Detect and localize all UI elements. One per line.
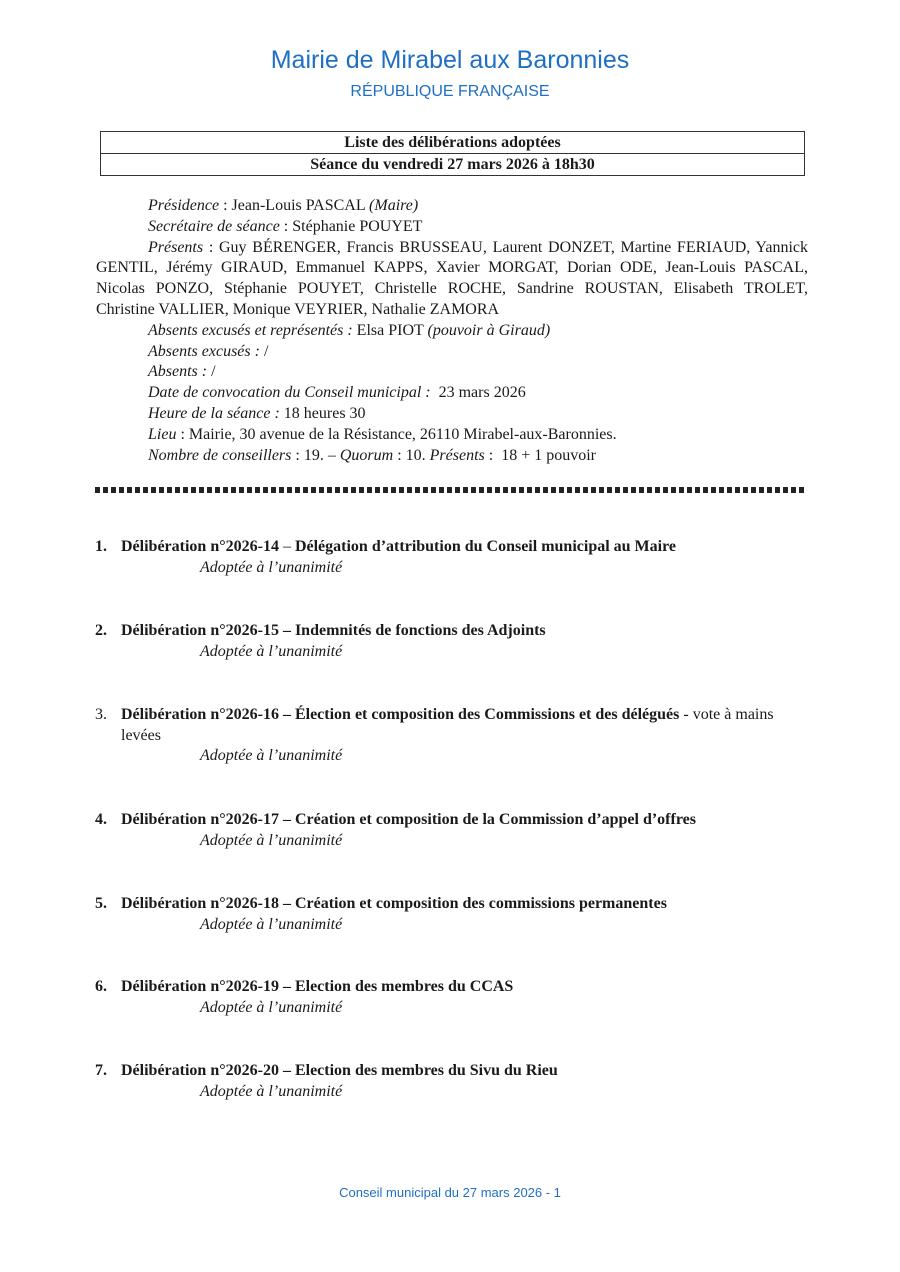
page-subtitle: RÉPUBLIQUE FRANÇAISE [350,83,550,100]
deliberation-status: Adoptée à l’unanimité [200,831,343,849]
deliberation-item: 2. Délibération n°2026-15 – Indemnités de fonctions des Adjoints Adoptée à l’unanimité [95,621,815,662]
deliberation-item: 7. Délibération n°2026-20 – Election des membres du Sivu du Rieu Adoptée à l’unanimité [95,1061,815,1102]
page-footer: Conseil municipal du 27 mars 2026 - 1 [339,1185,561,1200]
heure-line: Heure de la séance : 18 heures 30 [148,404,366,422]
nombre-line: Nombre de conseillers : 19. – Quorum : 10. Présents : 18 + 1 pouvoir [148,446,596,464]
list-title: Liste des délibérations adoptées [344,134,561,151]
secretaire-line: Secrétaire de séance : Stéphanie POUYET [148,217,423,235]
deliberation-status: Adoptée à l’unanimité [200,558,343,576]
dotted-separator [95,487,807,493]
presents-line: Présents : Guy BÉRENGER, Francis BRUSSEAU, Laurent DONZET, Martine FERIAUD, Yannick GENTIL, Jérémy GIRAUD, Emmanuel KAPPS, Xavier MORGAT, Dorian ODE, Jean-Louis PASCAL, Nicolas PONZO, Stéphanie POUYET, Christelle ROCHE, Sandrine ROUSTAN, Elisabeth TROLET, Christine VALLIER, Monique VEYRIER, Nathalie ZAMORA [96,238,808,318]
absents-representes-line: Absents excusés et représentés : Elsa PIOT (pouvoir à Giraud) [148,321,551,339]
deliberation-status: Adoptée à l’unanimité [200,998,343,1016]
absents-excuses-line: Absents excusés : / [148,342,269,360]
session-details [96,196,808,466]
deliberation-item: 6. Délibération n°2026-19 – Election des membres du CCAS Adoptée à l’unanimité [95,977,815,1018]
deliberation-status: Adoptée à l’unanimité [200,747,343,764]
convocation-line: Date de convocation du Conseil municipal : 23 mars 2026 [148,384,526,402]
deliberation-status: Adoptée à l’unanimité [200,1082,343,1100]
session-title: Séance du vendredi 27 mars 2026 à 18h30 [101,153,804,175]
deliberation-item: 3. Délibération n°2026-16 – Élection et composition des Commissions et des délégués - vote à mains levées Adoptée à l’unanimité [95,705,815,767]
deliberation-item: 5. Délibération n°2026-18 – Création et composition des commissions permanentes Adoptée à l’unanimité [95,894,815,935]
absents-line: Absents : / [148,363,216,381]
deliberation-status: Adoptée à l’unanimité [200,642,343,660]
page-title: Mairie de Mirabel aux Baronnies [270,46,630,74]
presidence-line: Présidence : Jean-Louis PASCAL (Maire) [148,197,419,214]
deliberation-item: 4. Délibération n°2026-17 – Création et composition de la Commission d’appel d’offres Adoptée à l’unanimité [95,810,815,851]
lieu-line: Lieu : Mairie, 30 avenue de la Résistance, 26110 Mirabel-aux-Baronnies. [148,425,617,443]
deliberation-item: 1. Délibération n°2026-14 – Délégation d’attribution du Conseil municipal au Maire Adoptée à l’unanimité [95,537,815,578]
deliberation-status: Adoptée à l’unanimité [200,915,343,933]
header-box [100,131,805,176]
